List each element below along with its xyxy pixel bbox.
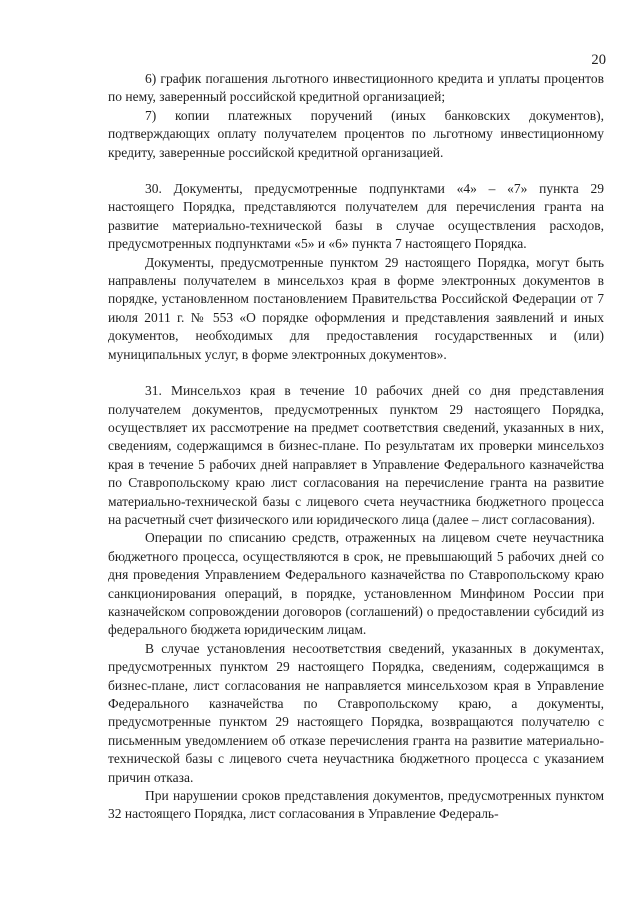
paragraph-clause-30: 30. Документы, предусмотренные подпунктами «4» – «7» пункта 29 настоящего Порядка, представляются получателем для перечисления гранта на развитие материально-технической базы в случае осуществления расходов, предусмотренных подпунктами «5» и «6» пункта 7 настоящего Порядка. xyxy=(108,181,604,252)
paragraph-write-off-operations: Операции по списанию средств, отраженных на лицевом счете неучастника бюджетного процесса, осуществляются в срок, не превышающий 5 рабочих дней со дня проведения Управлением Федерального казначейства по Ставропольскому краю санкционирования операций, в порядке, установленном Минфином России при казначейском сопровождении договоров (соглашений) о предоставлении субсидий из федерального бюджета юридическим лицам. xyxy=(108,530,604,638)
paragraph-clause-31: 31. Минсельхоз края в течение 10 рабочих дней со дня представления получателем документов, предусмотренных пунктом 29 настоящего Порядка, осуществляет их рассмотрение на предмет соответствия сведений, указанных в них, сведениям, содержащимся в бизнес-плане. По результатам их проверки минсельхоз края в течение 5 рабочих дней направляет в Управление Федерального казначейства по Ставропольскому краю лист согласования на перечисление гранта на развитие материально-технической базы с лицевого счета неучастника бюджетного процесса на расчетный счет физического или юридического лица (далее – лист согласования). xyxy=(108,383,604,527)
paragraph-mismatch-case: В случае установления несоответствия сведений, указанных в документах, предусмотренных пунктом 29 настоящего Порядка, сведениям, содержащимся в бизнес-плане, лист согласования не направляется минсельхозом края в Управление Федерального казначейства по Ставропольскому краю, а документы, предусмотренные пунктом 29 настоящего Порядка, возвращаются получателю с письменным уведомлением об отказе перечисления гранта на развитие материально-технической базы с лицевого счета неучастника бюджетного процесса с указанием причин отказа. xyxy=(108,640,604,785)
paragraph-electronic-documents: Документы, предусмотренные пунктом 29 настоящего Порядка, могут быть направлены получателем в минсельхоз края в форме электронных документов в порядке, установленном постановлением Правительства Российской Федерации от 7 июля 2011 г. № 553 «О порядке оформления и представления заявлений и иных документов, необходимых для предоставления государственных и (или) муниципальных услуг, в форме электронных документов». xyxy=(108,254,604,362)
paragraph-deadline-violation: При нарушении сроков представления документов, предусмотренных пунктом 32 настоящего Порядка, лист согласования в Управление Федераль- xyxy=(108,788,604,822)
paragraph-item-6: 6) график погашения льготного инвестиционного кредита и уплаты процентов по нему, заверенный российской кредитной организацией; xyxy=(108,71,604,105)
page-number: 20 xyxy=(591,52,606,68)
document-body xyxy=(108,70,604,824)
paragraph-item-7: 7) копии платежных поручений (иных банковских документов), подтверждающих оплату получателем процентов по льготному инвестиционному кредиту, заверенные российской кредитной организацией. xyxy=(108,107,604,160)
